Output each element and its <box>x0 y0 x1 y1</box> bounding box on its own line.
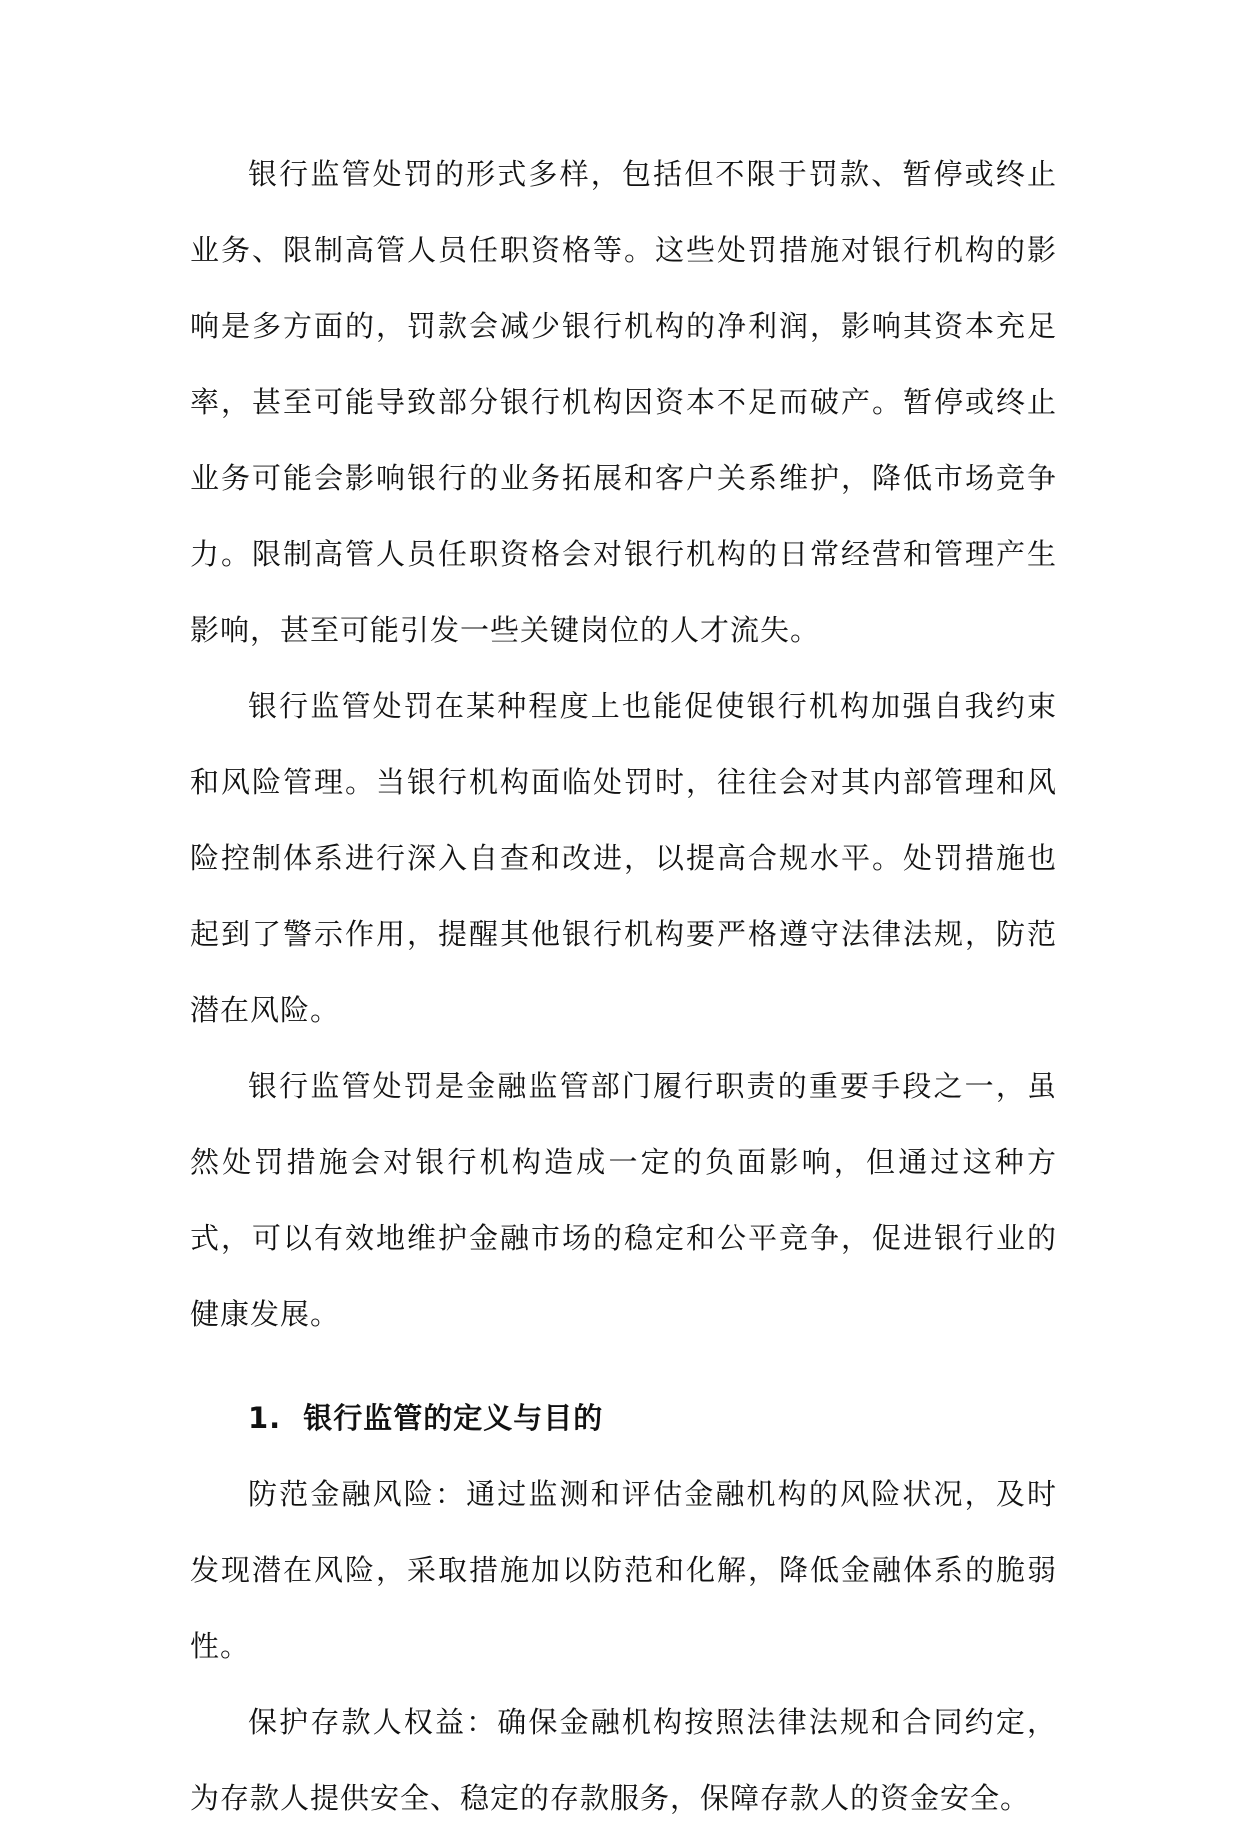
paragraph-penalty-forms: 银行监管处罚的形式多样，包括但不限于罚款、暂停或终止业务、限制高管人员任职资格等。这些处罚措施对银行机构的影响是多方面的，罚款会减少银行机构的净利润，影响其资本充足率，甚至可能导致部分银行机构因资本不足而破产。暂停或终止业务可能会影响银行的业务拓展和客户关系维护，降低市场竞争力。限制高管人员任职资格会对银行机构的日常经营和管理产生影响，甚至可能引发一些关键岗位的人才流失。 <box>190 157 1057 647</box>
section-spacer <box>190 1352 1057 1380</box>
paragraph-self-discipline: 银行监管处罚在某种程度上也能促使银行机构加强自我约束和风险管理。当银行机构面临处罚时，往往会对其内部管理和风险控制体系进行深入自查和改进，以提高合规水平。处罚措施也起到了警示作用，提醒其他银行机构要严格遵守法律法规，防范潜在风险。 <box>190 689 1057 1027</box>
section-heading-title: 银行监管的定义与目的 <box>303 1401 604 1435</box>
section-heading-number: 1. <box>248 1401 282 1435</box>
section-heading <box>190 1380 1057 1456</box>
paragraph-prevent-risk: 防范金融风险：通过监测和评估金融机构的风险状况，及时发现潜在风险，采取措施加以防范和化解，降低金融体系的脆弱性。 <box>190 1477 1057 1663</box>
document-body <box>190 136 1057 1836</box>
paragraph-protect-depositors: 保护存款人权益：确保金融机构按照法律法规和合同约定，为存款人提供安全、稳定的存款服务，保障存款人的资金安全。 <box>190 1705 1057 1815</box>
paragraph-penalty-summary: 银行监管处罚是金融监管部门履行职责的重要手段之一，虽然处罚措施会对银行机构造成一定的负面影响，但通过这种方式，可以有效地维护金融市场的稳定和公平竞争，促进银行业的健康发展。 <box>190 1069 1057 1331</box>
